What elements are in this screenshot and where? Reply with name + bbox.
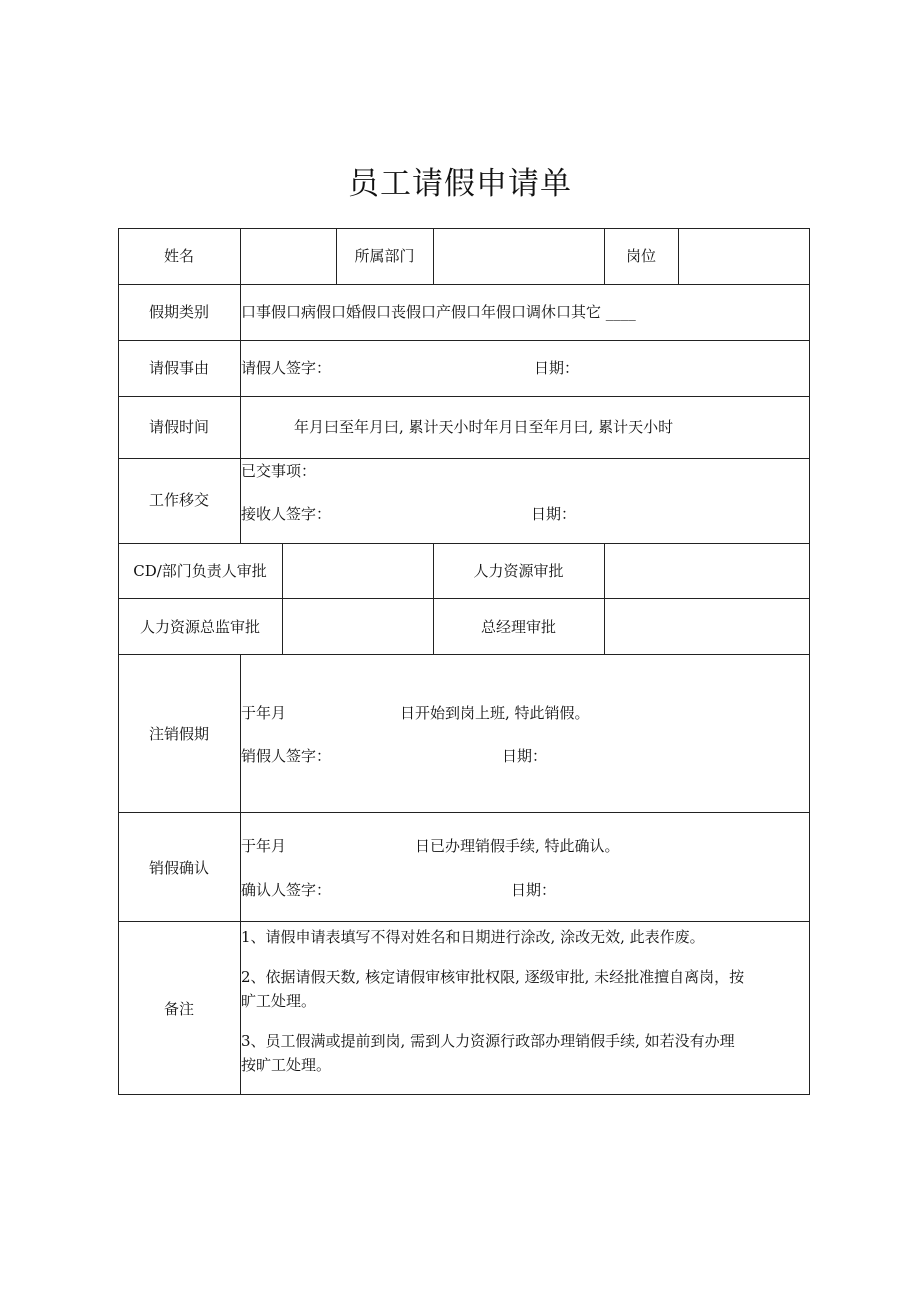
label-divider-upper [240, 228, 241, 543]
receiver-signature-label: 接收人签字： [241, 505, 332, 523]
approval-divider-b [433, 543, 434, 654]
border-top [118, 228, 810, 229]
note-item-1: 1、请假申请表填写不得对姓名和日期进行涂改, 涂改无效, 此表作废。 [241, 928, 705, 946]
cancel-leave-line-start: 于年月 [241, 704, 287, 722]
name-field[interactable] [242, 246, 334, 266]
row-line-9 [118, 921, 810, 922]
border-bottom [118, 1094, 810, 1095]
row-line-7 [118, 654, 810, 655]
note-item-3-cont: 按旷工处理。 [241, 1056, 332, 1074]
confirm-date-label: 日期： [511, 881, 557, 899]
cancel-signature-label: 销假人签字： [241, 747, 332, 765]
leave-type-options[interactable]: 口事假口病假口婚假口丧假口产假口年假口调休口其它 ____ [241, 303, 636, 321]
reason-date-label: 日期： [534, 359, 580, 377]
row-line-3 [118, 396, 810, 397]
row-line-1 [118, 284, 810, 285]
dept-head-approval-label: CD/部门负责人审批 [133, 562, 267, 580]
cancel-confirm-label: 销假确认 [148, 859, 209, 877]
cancel-leave-label: 注销假期 [148, 725, 209, 743]
handover-date-label: 日期： [531, 505, 577, 523]
approval-divider-a [282, 543, 283, 654]
note-item-2-cont: 旷工处理。 [241, 992, 317, 1010]
position-field[interactable] [680, 246, 808, 266]
dept-head-approval-field[interactable] [284, 561, 431, 581]
leave-reason-label: 请假事由 [148, 359, 209, 377]
row1-divider-d [678, 228, 679, 284]
row1-divider-b [433, 228, 434, 284]
leave-time-label: 请假时间 [148, 418, 209, 436]
confirm-signature-label: 确认人签字： [241, 881, 332, 899]
leave-type-label: 假期类别 [148, 303, 209, 321]
note-item-2: 2、依据请假天数, 核定请假审核审批权限, 逐级审批, 未经批准擅自离岗，按 [241, 968, 745, 986]
row-line-5 [118, 543, 810, 544]
cancel-leave-line-end: 日开始到岗上班, 特此销假。 [400, 704, 590, 722]
approval-divider-c [604, 543, 605, 654]
applicant-signature-label: 请假人签字： [241, 359, 332, 377]
handover-label: 工作移交 [148, 491, 209, 509]
row-line-4 [118, 458, 810, 459]
leave-application-form [118, 228, 810, 1095]
hr-director-approval-label: 人力资源总监审批 [139, 618, 260, 636]
row-line-2 [118, 340, 810, 341]
cancel-date-label: 日期： [502, 747, 548, 765]
gm-approval-field[interactable] [606, 617, 808, 637]
notes-label: 备注 [163, 1000, 194, 1018]
row-line-6 [118, 598, 810, 599]
hr-approval-field[interactable] [606, 561, 808, 581]
leave-time-range[interactable]: 年月曰至年月曰, 累计天小时年月日至年月曰, 累计天小时 [294, 418, 674, 436]
position-label: 岗位 [625, 247, 656, 265]
name-label: 姓名 [163, 247, 194, 265]
department-field[interactable] [435, 246, 602, 266]
department-label: 所属部门 [354, 247, 415, 265]
note-item-3: 3、员工假满或提前到岗, 需到人力资源行政部办理销假手续, 如若没有办理 [241, 1032, 735, 1050]
handover-items-label: 已交事项： [241, 462, 317, 480]
hr-approval-label: 人力资源审批 [473, 562, 564, 580]
row-line-8 [118, 812, 810, 813]
cancel-confirm-line-start: 于年月 [241, 837, 287, 855]
gm-approval-label: 总经理审批 [480, 618, 556, 636]
hr-director-approval-field[interactable] [284, 617, 431, 637]
border-right [809, 228, 810, 1095]
form-title: 员工请假申请单 [348, 166, 572, 202]
cancel-confirm-line-end: 日已办理销假手续, 特此确认。 [415, 837, 620, 855]
